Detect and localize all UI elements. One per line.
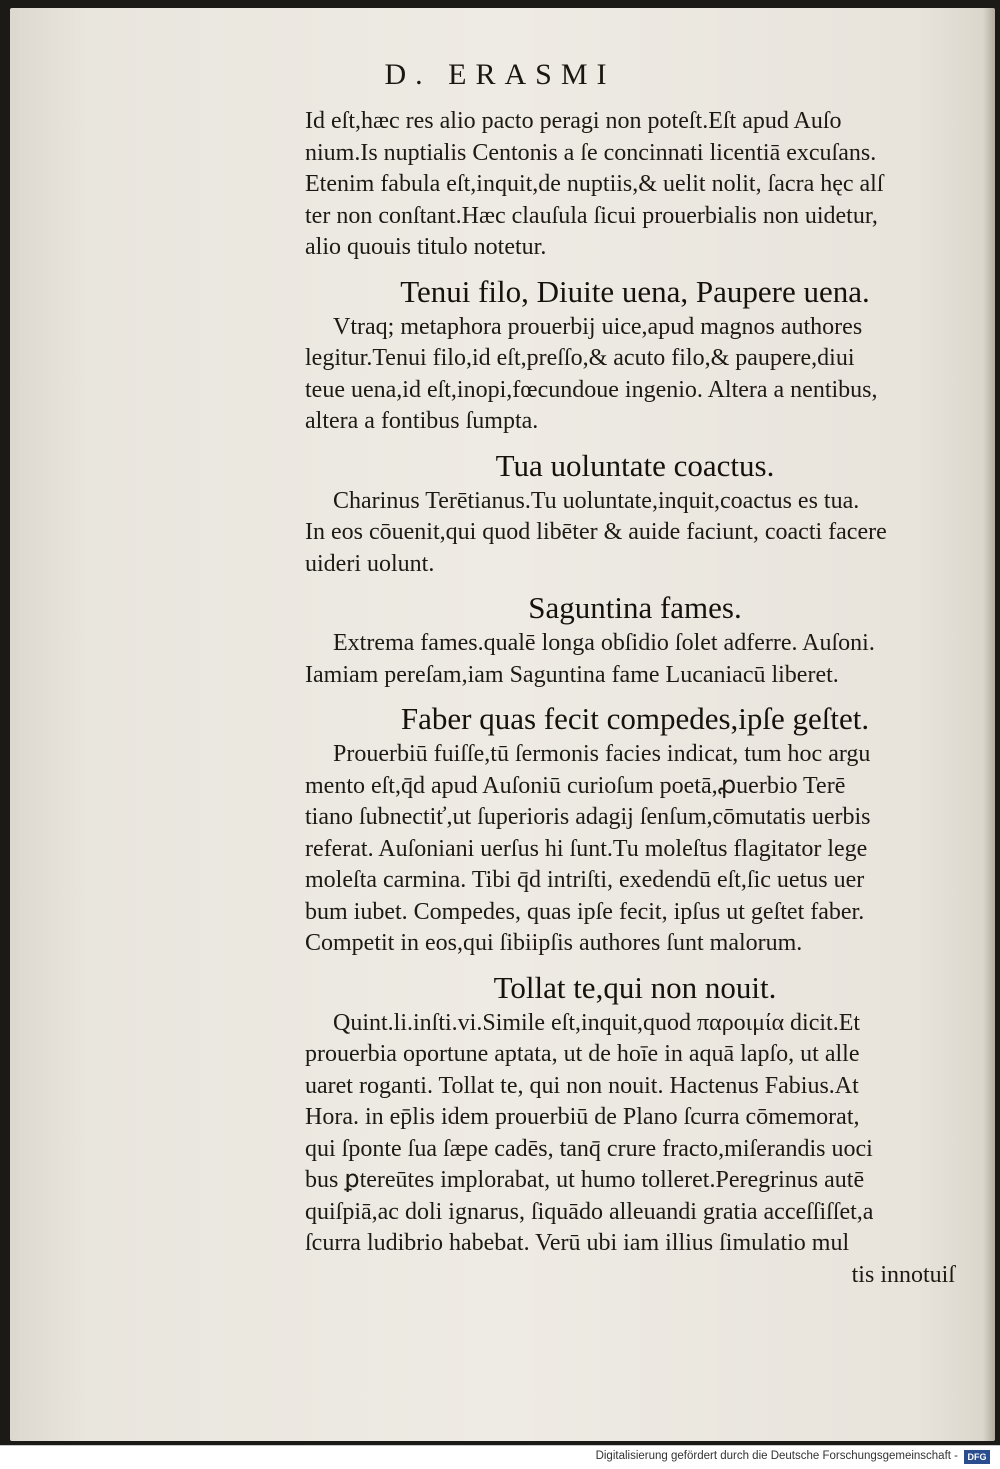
adage-section — [305, 701, 965, 960]
text-line: Hora. in ep̄lis idem prouerbiū de Plano ſcurra cōmemorat, — [305, 1104, 860, 1130]
adage-heading: Saguntina fames. — [528, 590, 742, 625]
text-line: legitur.Tenui filo,id eſt,preſſo,& acuto filo,& paupere,diui — [305, 345, 855, 371]
text-line: Competit in eos,qui ſibiipſis authores ſunt malorum. — [305, 930, 803, 956]
text-line: Extrema fames.qualē longa obſidio ſolet adferre. Auſoni. — [333, 630, 875, 656]
page-edge-shadow — [983, 8, 995, 1441]
adage-section — [305, 970, 965, 1292]
text-line: prouerbia oportune aptata, ut de hoīe in aquā lapſo, ut alle — [305, 1041, 860, 1067]
dfg-logo[interactable]: DFG — [964, 1450, 990, 1464]
adage-section — [305, 590, 965, 691]
funding-credit: Digitalisierung gefördert durch die Deutsche Forschungsgemeinschaft - — [595, 1450, 958, 1462]
text-line: mento eſt,q̄d apud Auſoniū curioſum poetā,ꝓuerbio Terē — [305, 772, 846, 799]
text-line: nium.Is nuptialis Centonis a ſe concinnati licentiā excuſans. — [305, 139, 877, 166]
text-line: bum iubet. Compedes, quas ipſe fecit, ipſus ut geſtet faber. — [305, 898, 865, 925]
adage-section — [305, 274, 965, 438]
text-line: qui ſponte ſua ſæpe cadēs, tanq̄ crure fracto,miſerandis uoci — [305, 1135, 873, 1162]
text-line: Charinus Terētianus.Tu uoluntate,inquit,coactus es tua. — [333, 487, 860, 514]
text-line: moleſta carmina. Tibi q̄d intriſti, exedendū eſt,ſic uetus uer — [305, 867, 865, 893]
text-line: alio quouis titulo notetur. — [305, 234, 547, 260]
text-line: ſcurra ludibrio habebat. Verū ubi iam illius ſimulatio mul — [305, 1230, 850, 1256]
text-line: tiano ſubnectiť,ut ſuperioris adagij ſenſum,cōmutatis uerbis — [305, 804, 871, 830]
text-line: Quint.li.inſti.vi.Simile eſt,inquit,quod παροιμία dicit.Et — [333, 1009, 861, 1036]
text-line: teue uena,id eſt,inopi,fœcundoue ingenio. Altera a nentibus, — [305, 376, 878, 403]
adage-heading: Faber quas fecit compedes,ipſe geſtet. — [400, 701, 870, 736]
text-block — [305, 106, 965, 1291]
text-line: referat. Auſoniani uerſus hi ſunt.Tu moleſtus flagitator lege — [305, 835, 868, 862]
footer-bar — [0, 1445, 1000, 1469]
text-line: bus ꝑtereūtes implorabat, ut humo tolleret.Peregrinus autē — [305, 1167, 865, 1193]
adage-heading: Tua uoluntate coactus. — [495, 447, 775, 483]
text-line: Id eſt,hæc res alio pacto peragi non poteſt.Eſt apud Auſo — [305, 108, 842, 134]
paragraph — [305, 106, 965, 264]
text-line: Vtraq; metaphora prouerbij uice,apud magnos authores — [333, 313, 863, 340]
text-line: Etenim fabula eſt,inquit,de nuptiis,& uelit nolit, ſacra hęc alſ — [305, 171, 884, 197]
adage-heading: Tollat te,qui non nouit. — [493, 969, 777, 1005]
text-line: ter non conſtant.Hæc clauſula ſicui prouerbialis non uidetur, — [305, 202, 878, 229]
text-line: uideri uolunt. — [305, 550, 435, 577]
text-line: altera a fontibus ſumpta. — [305, 408, 539, 434]
running-head: D. ERASMI — [384, 58, 616, 91]
text-line: uaret roganti. Tollat te, qui non nouit. Hactenus Fabius.At — [305, 1072, 859, 1099]
adage-heading: Tenui filo, Diuite uena, Paupere uena. — [400, 273, 870, 309]
text-line: Iamiam pereſam,iam Saguntina fame Lucaniacū liberet. — [305, 661, 839, 688]
adage-section — [305, 448, 965, 581]
text-line: In eos cōuenit,qui quod libēter & auide faciunt, coacti facere — [305, 519, 887, 545]
catchword-line: tis innotuiſ — [851, 1261, 955, 1288]
text-line: quiſpiā,ac doli ignarus, ſiquādo alleuandi gratia acceſſiſſet,a — [305, 1198, 874, 1225]
text-line: Prouerbiū fuiſſe,tū ſermonis facies indicat, tum hoc argu — [333, 741, 871, 767]
